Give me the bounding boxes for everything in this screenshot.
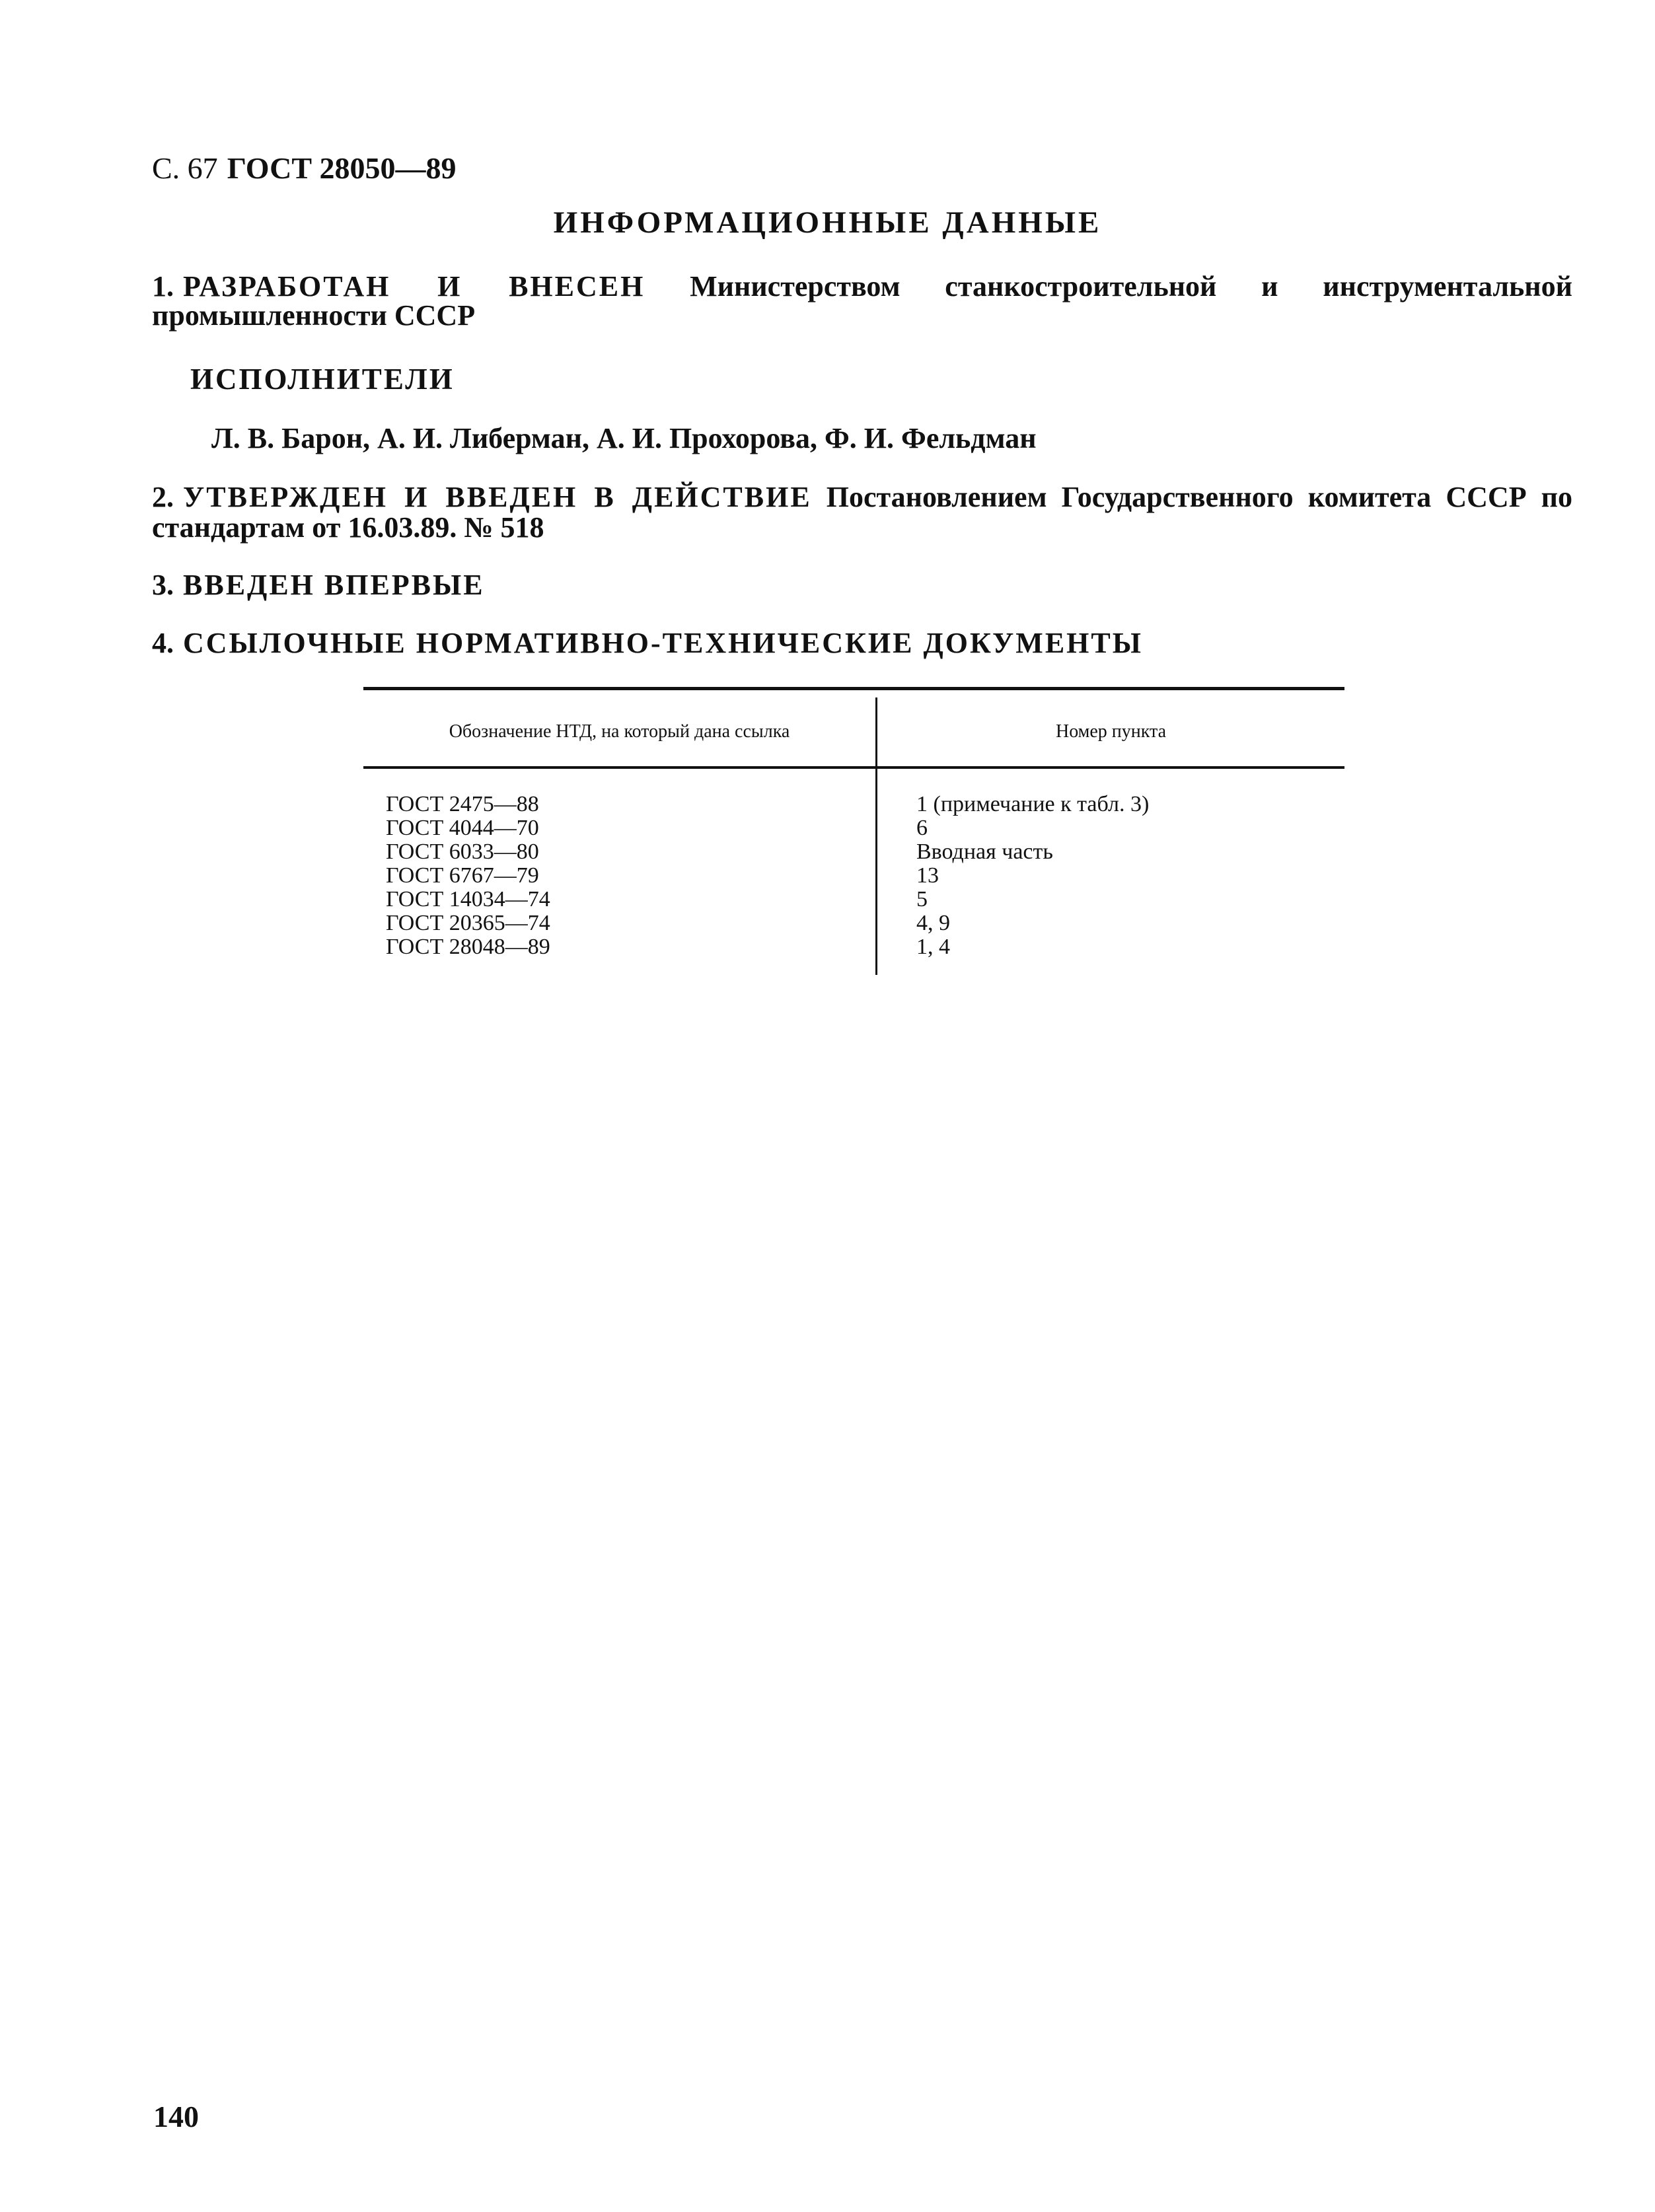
- item-4-number: 4.: [152, 627, 174, 659]
- table-column-designation: [386, 793, 550, 959]
- table-column-clause: [916, 793, 1149, 959]
- item-3-label: ВВЕДЕН ВПЕРВЫЕ: [183, 569, 485, 601]
- table-cell: 4, 9: [916, 911, 950, 935]
- table-cell: 5: [916, 887, 928, 911]
- item-1-number: 1.: [152, 270, 174, 303]
- table-header-designation: Обозначение НТД, на который дана ссылка: [449, 721, 790, 742]
- table-cell: 1 (примечание к табл. 3): [916, 792, 1150, 816]
- table-row: ГОСТ 4044—70: [386, 816, 539, 840]
- item-2-text: Постановлением Государственного комитета СССР по стандартам от 16.03.89. № 518: [152, 481, 1573, 544]
- table-row: ГОСТ 28048—89: [386, 935, 550, 959]
- page-header: [152, 151, 457, 186]
- item-2-number: 2.: [152, 481, 174, 513]
- table-row: ГОСТ 20365—74: [386, 911, 550, 935]
- table-cell: 6: [916, 816, 928, 840]
- item-1-text: Министерством станкостроительной и инструментальной промышленности СССР: [152, 270, 1572, 332]
- table-cell: 1, 4: [916, 935, 950, 959]
- item-4-label: ССЫЛОЧНЫЕ НОРМАТИВНО-ТЕХНИЧЕСКИЕ ДОКУМЕНТЫ: [183, 627, 1143, 659]
- executors-names: Л. В. Барон, А. И. Либерман, А. И. Прохорова, Ф. И. Фельдман: [211, 422, 1037, 454]
- item-3-number: 3.: [152, 569, 174, 601]
- table-row: ГОСТ 6033—80: [386, 839, 539, 864]
- table-row: ГОСТ 6767—79: [386, 863, 539, 888]
- standard-id: ГОСТ 28050—89: [227, 151, 457, 185]
- table-header-clause: Номер пункта: [1055, 721, 1167, 742]
- executors-heading: ИСПОЛНИТЕЛИ: [190, 363, 455, 396]
- item-2-label: УТВЕРЖДЕН И ВВЕДЕН В ДЕЙСТВИЕ: [183, 481, 812, 513]
- page-ref: С. 67: [152, 151, 218, 185]
- item-4: [152, 626, 1143, 660]
- table-header-rule: [363, 766, 1344, 769]
- item-3: [152, 568, 485, 602]
- item-2: [152, 482, 1572, 543]
- table-cell: Вводная часть: [916, 839, 1053, 864]
- page-number: 140: [153, 2100, 199, 2133]
- table-row: ГОСТ 14034—74: [386, 887, 550, 911]
- table-row: ГОСТ 2475—88: [386, 792, 539, 816]
- references-table: [363, 687, 1344, 978]
- page-title: ИНФОРМАЦИОННЫЕ ДАННЫЕ: [553, 205, 1102, 240]
- item-1-label: РАЗРАБОТАН И ВНЕСЕН: [183, 270, 645, 303]
- item-1: [152, 272, 1572, 330]
- table-top-rule: [363, 687, 1344, 690]
- table-cell: 13: [916, 863, 939, 888]
